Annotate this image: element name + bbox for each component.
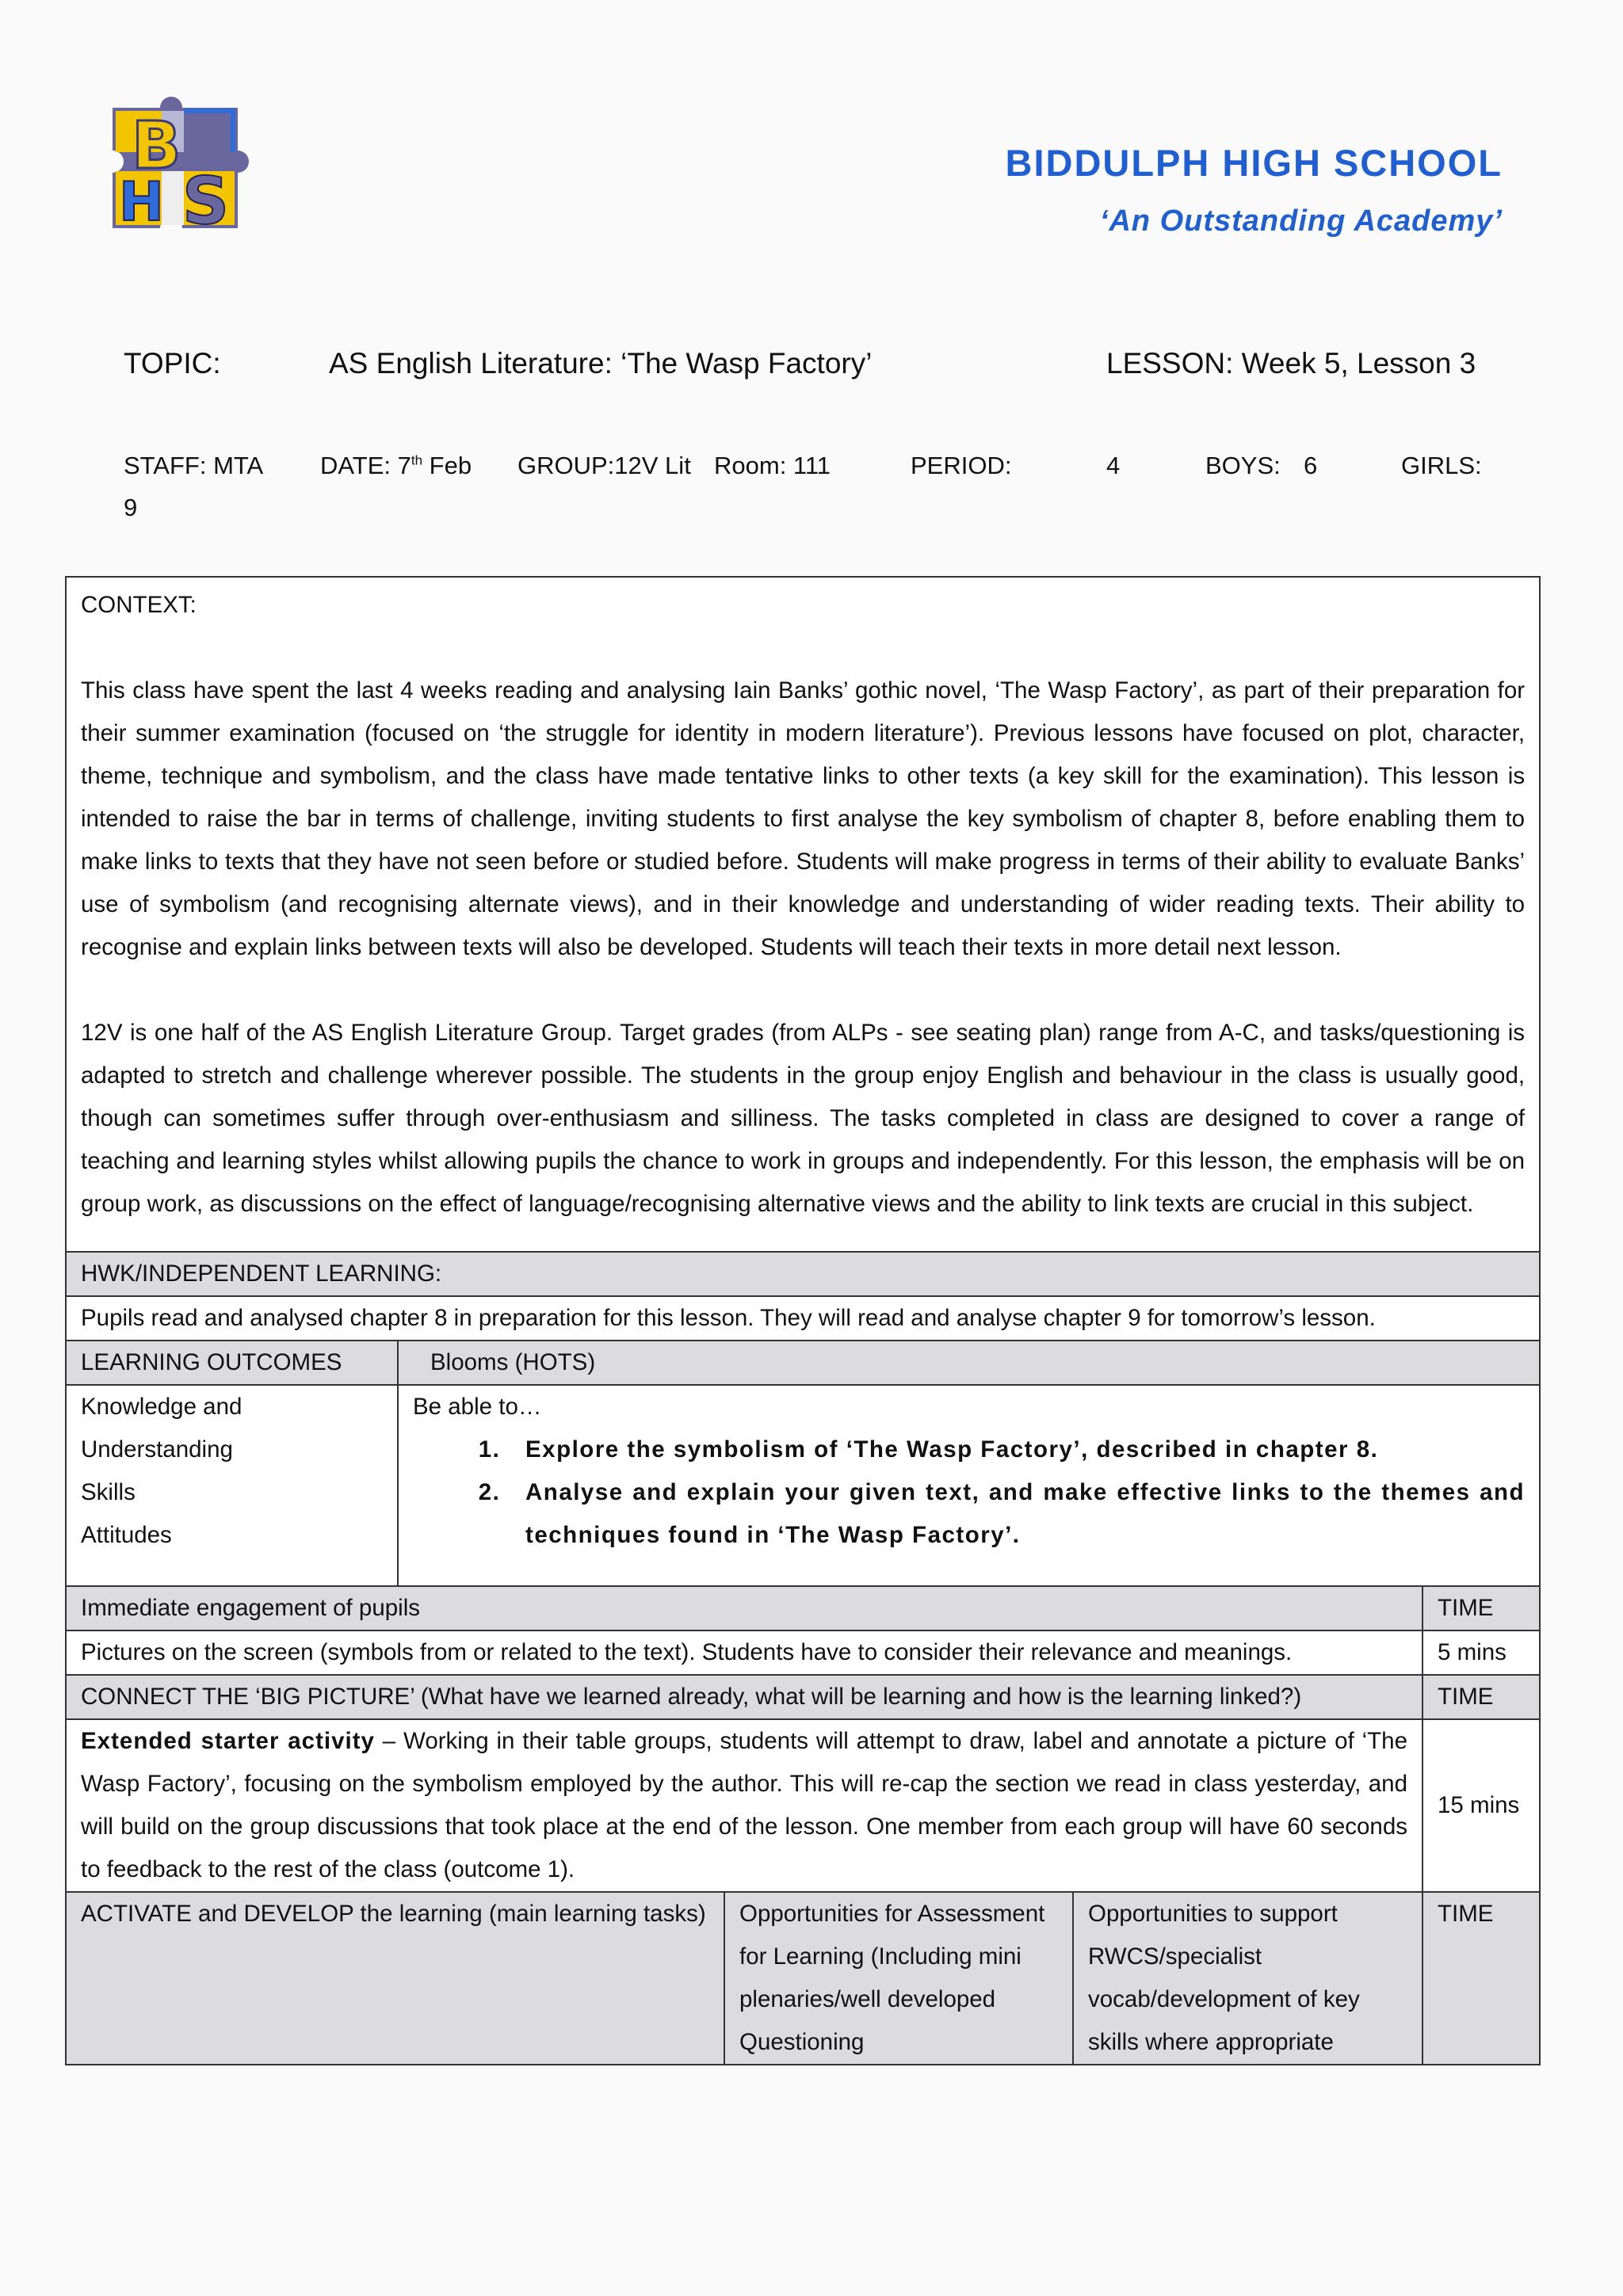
context-label: CONTEXT: (81, 592, 197, 618)
time-label: TIME (1423, 1675, 1540, 1719)
period-value: 4 (1106, 452, 1121, 479)
homework-header-row (66, 1252, 1540, 1296)
activate-label: ACTIVATE and DEVELOP the learning (main learning tasks) (66, 1892, 724, 2065)
homework-row (66, 1296, 1540, 1341)
school-motto: ‘An Outstanding Academy’ (1099, 204, 1503, 238)
outcome-item: 1. Explore the symbolism of ‘The Wasp Factory’, described in chapter 8. (508, 1428, 1525, 1471)
homework-text: Pupils read and analysed chapter 8 in preparation for this lesson. They will read and analyse chapter 9 for tomorrow’s lesson. (66, 1296, 1540, 1341)
time-label: TIME (1423, 1586, 1540, 1630)
engagement-label: Immediate engagement of pupils (66, 1586, 1423, 1630)
girls-label: GIRLS: (1401, 452, 1482, 479)
logo-letter-b: B (132, 109, 181, 184)
logo-letter-h: H (119, 171, 164, 234)
engagement-time: 5 mins (1423, 1630, 1540, 1675)
outcome-item: 2. Analyse and explain your given text, and make effective links to the themes and techniques found in ‘The Wasp Factory’. (508, 1471, 1525, 1557)
lesson-plan-table (65, 576, 1541, 2065)
connect-header-row (66, 1675, 1540, 1719)
starter-row (66, 1719, 1540, 1892)
topic-value: AS English Literature: ‘The Wasp Factory’ (329, 347, 873, 379)
period-label: PERIOD: (911, 452, 1012, 479)
outcomes-list (413, 1428, 1525, 1557)
engagement-row (66, 1630, 1540, 1675)
outcomes-intro: Be able to… (413, 1394, 542, 1420)
staff-value: STAFF: MTA (124, 452, 264, 479)
blooms-label: Blooms (HOTS) (398, 1341, 1540, 1385)
boys-label: BOYS: (1205, 452, 1281, 479)
connect-label: CONNECT THE ‘BIG PICTURE’ (What have we learned already, what will be learning and how is the learning linked?) (66, 1675, 1423, 1719)
afl-label: Opportunities for Assessment for Learning (Including mini plenaries/well developed Questioning (724, 1892, 1073, 2065)
context-paragraph-1: This class have spent the last 4 weeks reading and analysing Iain Banks’ gothic novel, ‘The Wasp Factory’, as part of their preparation for their summer examination (focused on ‘the struggle for identity in modern literature’). Previous lessons have focused on plot, character, theme, technique and symbolism, and the class have made tentative links to other texts (a key skill for the examination). This lesson is intended to raise the bar in terms of challenge, inviting students to first analyse the key symbolism of chapter 8, before enabling them to make links to texts that they have not seen before or studied before. Students will make progress in terms of their ability to evaluate Banks’ use of symbolism (and recognising alternate views), and in their knowledge and understanding of wider reading texts. Their ability to recognise and explain links between texts will also be developed. Students will teach their texts in more detail next lesson. (81, 677, 1526, 960)
date-month: Feb (422, 452, 472, 479)
logo-letter-s: S (182, 164, 230, 239)
group-value: GROUP:12V Lit (517, 452, 691, 479)
learning-outcomes-row (66, 1385, 1540, 1586)
outcomes-cell (398, 1385, 1540, 1586)
rwcs-label: Opportunities to support RWCS/specialist vocab/development of key skills where appropriate (1073, 1892, 1423, 2065)
lesson-value: LESSON: Week 5, Lesson 3 (1106, 347, 1476, 379)
room-value: Room: 111 (714, 452, 831, 479)
context-paragraph-2: 12V is one half of the AS English Literature Group. Target grades (from ALPs - see seating plan) range from A-C, and tasks/questioning is adapted to stretch and challenge wherever possible. The students in the group enjoy English and behaviour in the class is usually good, though can sometimes suffer through over-enthusiasm and silliness. The tasks completed in class are designed to cover a range of teaching and learning styles whilst allowing pupils the chance to work in groups and independently. For this lesson, the emphasis will be on group work, as discussions on the effect of language/recognising alternative views and the ability to link texts are crucial in this subject. (81, 1020, 1526, 1217)
starter-time: 15 mins (1423, 1719, 1540, 1892)
school-logo (101, 95, 263, 241)
topic-label: TOPIC: (124, 347, 221, 379)
boys-value: 6 (1304, 452, 1318, 479)
context-cell (66, 577, 1540, 1252)
school-name: BIDDULPH HIGH SCHOOL (1005, 142, 1503, 184)
category-item: Attitudes (81, 1522, 172, 1548)
learning-outcomes-label: LEARNING OUTCOMES (66, 1341, 398, 1385)
date-value (320, 452, 472, 480)
category-item: Skills (81, 1479, 136, 1505)
starter-text: – Working in their table groups, students will attempt to draw, label and annotate a picture of ‘The Wasp Factory’, focusing on the symbolism employed by the author. This will re-cap the section we read in class yesterday, and will build on the group discussions that took place at the end of the lesson. One member from each group will have 60 seconds to feedback to the rest of the class (outcome 1). (81, 1728, 1407, 1882)
homework-label: HWK/INDEPENDENT LEARNING: (66, 1252, 1540, 1296)
category-item: Understanding (81, 1436, 233, 1463)
learning-outcomes-header-row (66, 1341, 1540, 1385)
girls-value: 9 (124, 494, 138, 521)
starter-title: Extended starter activity (81, 1728, 375, 1754)
date-ordinal: th (411, 452, 423, 468)
activate-header-row (66, 1892, 1540, 2065)
engagement-text: Pictures on the screen (symbols from or related to the text). Students have to consider their relevance and meanings. (66, 1630, 1423, 1675)
starter-cell (66, 1719, 1423, 1892)
category-item: Knowledge and (81, 1394, 242, 1420)
time-label: TIME (1423, 1892, 1540, 2065)
context-row (66, 577, 1540, 1252)
outcome-categories (66, 1385, 398, 1586)
date-day: DATE: 7 (320, 452, 411, 479)
engagement-header-row (66, 1586, 1540, 1630)
